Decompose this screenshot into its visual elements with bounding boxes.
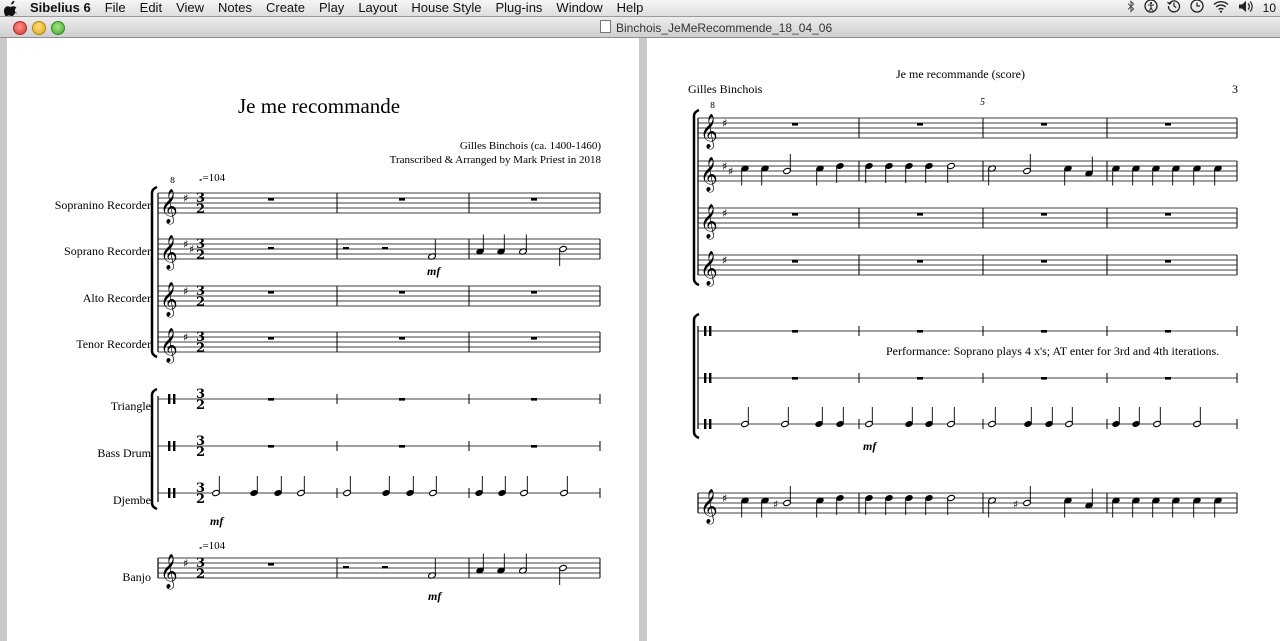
key-signature-sharp: ♯ — [728, 165, 734, 178]
staff-soprano-recorder — [158, 239, 600, 259]
treble-clef: 𝄞 — [160, 189, 178, 224]
treble-clef: 𝄞 — [700, 157, 718, 192]
score-workspace[interactable] — [0, 38, 1280, 641]
whole-rest — [531, 398, 537, 401]
score-notation-left[interactable] — [7, 38, 639, 641]
time-signature-top: 3 — [196, 556, 206, 571]
bluetooth-icon[interactable] — [1127, 0, 1135, 17]
whole-rest — [1041, 377, 1047, 380]
time-signature-bottom: 2 — [196, 341, 206, 356]
tempo-marking[interactable]: 𝅗=104 — [199, 172, 226, 184]
page-number[interactable]: 3 — [1232, 82, 1238, 96]
menu-plug-ins[interactable]: Plug-ins — [495, 0, 543, 15]
staff-alto-recorder — [158, 286, 600, 306]
whole-rest — [917, 213, 923, 216]
percussion-clef — [704, 326, 706, 336]
instrument-name-triangle[interactable]: Triangle — [110, 399, 151, 413]
key-signature-sharp: ♯ — [189, 243, 195, 256]
percussion-clef — [704, 419, 706, 429]
whole-rest — [1165, 377, 1171, 380]
instrument-name-soprano[interactable]: Soprano Recorder — [64, 244, 151, 258]
menu-window[interactable]: Window — [556, 0, 603, 15]
whole-rest — [399, 291, 405, 294]
wifi-icon[interactable] — [1213, 0, 1229, 17]
whole-rest — [917, 330, 923, 333]
menu-app-sibelius[interactable]: Sibelius 6 — [30, 0, 91, 15]
key-signature-sharp: ♯ — [722, 160, 728, 173]
staff-pitched-3 — [698, 255, 1237, 275]
time-signature-top: 3 — [196, 191, 206, 206]
accidental-sharp: ♯ — [1013, 498, 1019, 511]
whole-rest — [792, 377, 798, 380]
running-header-composer[interactable]: Gilles Binchois — [688, 82, 763, 96]
time-machine-icon[interactable] — [1167, 0, 1181, 17]
accessibility-icon[interactable] — [1144, 0, 1158, 17]
whole-rest — [1041, 330, 1047, 333]
half-rest — [382, 566, 388, 568]
instrument-name-tenor[interactable]: Tenor Recorder — [76, 337, 151, 351]
time-signature-bottom: 2 — [196, 445, 206, 460]
whole-rest — [1165, 260, 1171, 263]
whole-rest — [1165, 213, 1171, 216]
whole-rest — [399, 445, 405, 448]
percussion-clef — [168, 441, 170, 451]
menu-layout[interactable]: Layout — [358, 0, 398, 15]
running-header-title[interactable]: Je me recommande (score) — [896, 67, 1025, 81]
instrument-name-banjo[interactable]: Banjo — [122, 570, 151, 584]
document-icon — [600, 20, 611, 33]
treble-clef: 𝄞 — [160, 282, 178, 317]
whole-rest — [268, 398, 274, 401]
whole-rest — [268, 445, 274, 448]
score-notation-right[interactable] — [647, 38, 1280, 641]
instrument-name-djembe[interactable]: Djembe — [113, 493, 151, 507]
whole-rest — [268, 291, 274, 294]
whole-rest — [1041, 123, 1047, 126]
whole-rest — [268, 563, 274, 566]
dynamic-djembe-right[interactable]: mf — [863, 439, 877, 453]
whole-rest — [1165, 330, 1171, 333]
octave-marking: 8 — [170, 176, 176, 185]
key-signature-sharp: ♯ — [183, 192, 189, 205]
staff-pitched-2 — [698, 208, 1237, 228]
instrument-name-sopranino[interactable]: Sopranino Recorder — [54, 198, 151, 212]
composer-credit[interactable]: Gilles Binchois (ca. 1400-1460) — [459, 140, 601, 152]
accidental-sharp: ♯ — [773, 498, 779, 511]
whole-rest — [399, 337, 405, 340]
half-rest — [343, 566, 349, 568]
window-title — [600, 20, 832, 35]
whole-rest — [268, 198, 274, 201]
menu-file[interactable]: File — [104, 0, 126, 15]
whole-rest — [531, 445, 537, 448]
percussion-clef — [168, 394, 170, 404]
key-signature-sharp: ♯ — [722, 254, 728, 267]
whole-note-glyph: 𝅗 — [199, 540, 203, 552]
dynamic-soprano[interactable]: mf — [427, 264, 441, 278]
time-signature-bottom: 2 — [196, 202, 206, 217]
whole-rest — [531, 337, 537, 340]
zoom-button[interactable] — [51, 21, 65, 35]
percussion-clef — [173, 394, 175, 404]
whole-rest — [1041, 213, 1047, 216]
whole-rest — [917, 377, 923, 380]
octave-marking: 8 — [710, 101, 716, 110]
half-rest — [382, 247, 388, 249]
score-page-left[interactable] — [7, 38, 639, 641]
staff-tenor-recorder — [158, 332, 600, 352]
time-signature-top: 3 — [196, 481, 206, 496]
score-title[interactable]: Je me recommande — [238, 94, 401, 118]
key-signature-sharp: ♯ — [183, 331, 189, 344]
time-signature-top: 3 — [196, 330, 206, 345]
half-rest — [343, 247, 349, 249]
time-signature-bottom: 2 — [196, 567, 206, 582]
percussion-clef — [173, 488, 175, 498]
whole-rest — [268, 337, 274, 340]
tempo-marking-banjo[interactable]: 𝅗=104 — [199, 540, 226, 552]
status-area — [1127, 0, 1276, 16]
window-title-bar[interactable] — [0, 17, 1280, 38]
treble-clef: 𝄞 — [700, 489, 718, 524]
treble-clef: 𝄞 — [700, 204, 718, 239]
dynamic-djembe[interactable]: mf — [210, 514, 224, 528]
treble-clef: 𝄞 — [700, 251, 718, 286]
treble-clef: 𝄞 — [160, 235, 178, 270]
whole-rest — [917, 123, 923, 126]
key-signature-sharp: ♯ — [722, 492, 728, 505]
key-signature-sharp: ♯ — [183, 557, 189, 570]
whole-rest — [399, 398, 405, 401]
menu-view[interactable]: View — [176, 0, 205, 15]
time-signature-top: 3 — [196, 434, 206, 449]
menu-play[interactable]: Play — [319, 0, 345, 15]
whole-rest — [917, 260, 923, 263]
whole-rest — [792, 123, 798, 126]
close-button[interactable] — [13, 21, 27, 35]
time-signature-top: 3 — [196, 237, 206, 252]
treble-clef: 𝄞 — [160, 328, 178, 363]
percussion-clef — [709, 419, 711, 429]
time-signature-bottom: 2 — [196, 295, 206, 310]
key-signature-sharp: ♯ — [722, 207, 728, 220]
whole-rest — [399, 198, 405, 201]
menu-help[interactable]: Help — [616, 0, 644, 15]
whole-rest — [531, 198, 537, 201]
minimize-button[interactable] — [32, 21, 46, 35]
time-signature-bottom: 2 — [196, 492, 206, 507]
treble-clef: 𝄞 — [160, 554, 178, 589]
whole-rest — [792, 330, 798, 333]
arranger-credit[interactable]: Transcribed & Arranged by Mark Priest in 2018 — [389, 154, 601, 166]
bracket-recorders — [152, 187, 157, 357]
apple-icon[interactable] — [4, 0, 18, 16]
window-title-text: Binchois_JeMeRecommende_18_04_06 — [616, 21, 833, 35]
menu-edit[interactable]: Edit — [139, 0, 163, 15]
whole-rest — [531, 291, 537, 294]
whole-rest — [1165, 123, 1171, 126]
key-signature-sharp: ♯ — [183, 238, 189, 251]
whole-rest — [792, 213, 798, 216]
whole-rest — [1041, 260, 1047, 263]
menu-create[interactable]: Create — [265, 0, 306, 15]
performance-note[interactable]: Performance: Soprano plays 4 x's; AT enter for 3rd and 4th iterations. — [886, 344, 1220, 358]
time-signature-bottom: 2 — [196, 398, 206, 413]
bar-number[interactable]: 5 — [980, 97, 985, 108]
percussion-clef — [168, 488, 170, 498]
staff-pitched-0 — [698, 118, 1237, 138]
half-rest — [268, 247, 274, 249]
whole-rest — [792, 260, 798, 263]
percussion-clef — [704, 373, 706, 383]
score-page-right[interactable] — [647, 38, 1280, 641]
time-signature-top: 3 — [196, 284, 206, 299]
menu-bar — [0, 0, 1280, 17]
key-signature-sharp: ♯ — [722, 117, 728, 130]
percussion-clef — [173, 441, 175, 451]
menu-notes[interactable]: Notes — [218, 0, 252, 15]
bracket-percussion — [152, 389, 157, 509]
volume-icon[interactable] — [1238, 0, 1254, 17]
menu-house-style[interactable]: House Style — [411, 0, 482, 15]
whole-note-glyph: 𝅗 — [199, 172, 203, 184]
time-signature-bottom: 2 — [196, 248, 206, 263]
key-signature-sharp: ♯ — [183, 285, 189, 298]
percussion-clef — [709, 326, 711, 336]
treble-clef: 𝄞 — [700, 114, 718, 149]
instrument-name-alto[interactable]: Alto Recorder — [82, 291, 151, 305]
staff-sopranino-recorder — [158, 193, 600, 213]
instrument-name-bass-drum[interactable]: Bass Drum — [97, 446, 151, 460]
time-signature-top: 3 — [196, 387, 206, 402]
history-icon[interactable] — [1190, 0, 1204, 17]
staff-banjo — [158, 558, 600, 578]
clock-text[interactable]: 10 — [1262, 0, 1276, 15]
percussion-clef — [709, 373, 711, 383]
dynamic-banjo[interactable]: mf — [428, 589, 442, 603]
